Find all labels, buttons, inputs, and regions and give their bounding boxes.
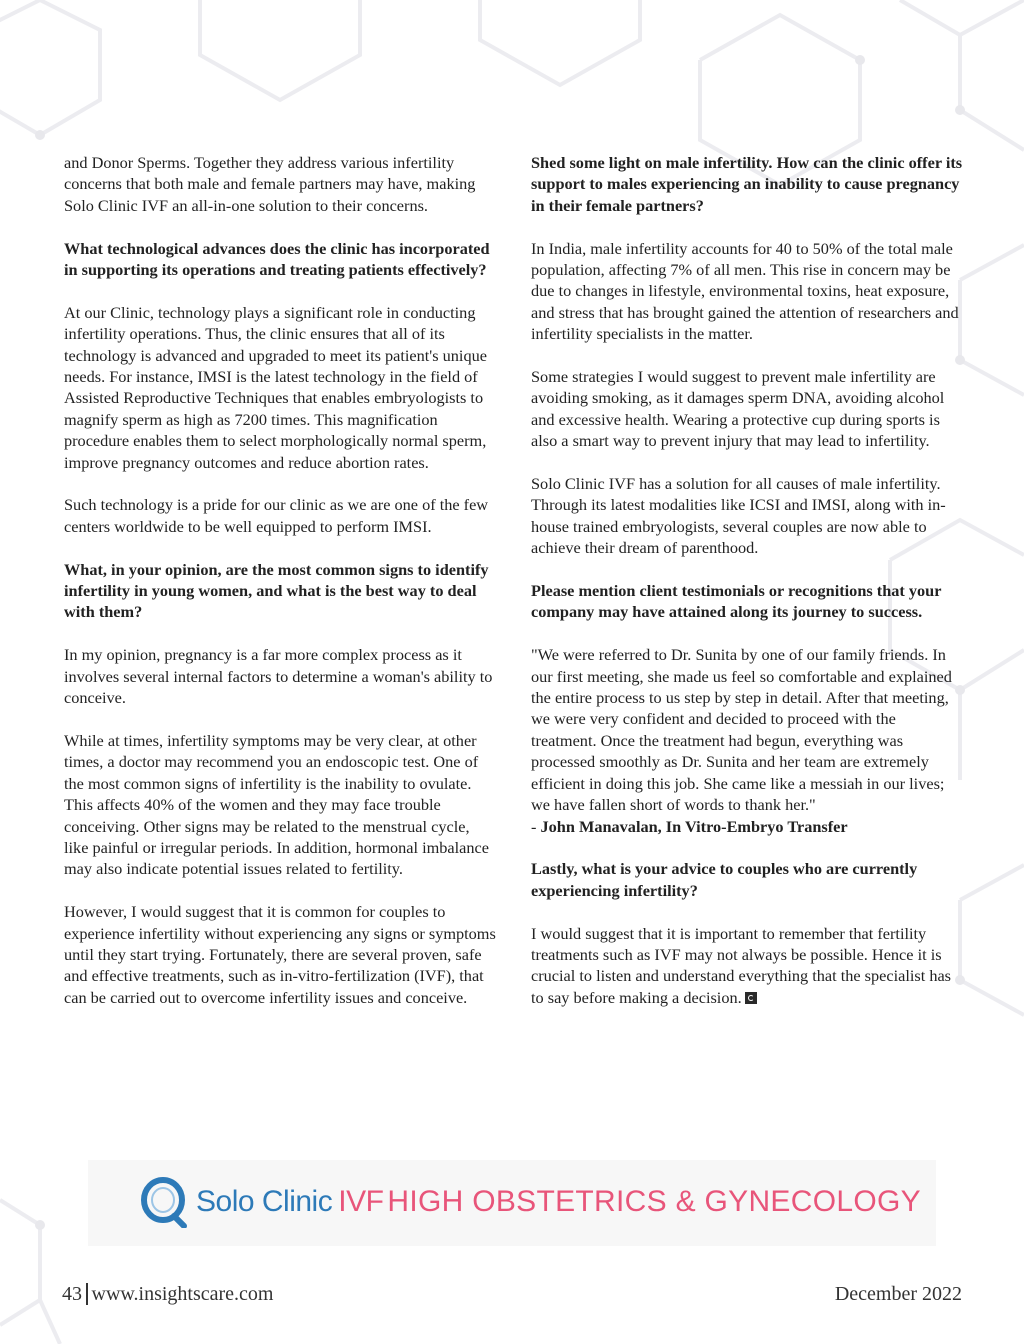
question-heading: Lastly, what is your advice to couples who are currently experiencing infertility? [531,859,918,900]
page-number: 43 [62,1282,82,1305]
paragraph: Such technology is a pride for our clinic as we are one of the few centers worldwide to be well equipped to perform IMSI. [64,495,489,536]
footer-left [62,1280,274,1308]
attribution-dash: - [531,816,541,836]
website-link[interactable]: www.insightscare.com [91,1282,274,1305]
testimonial-quote: "We were referred to Dr. Sunita by one of our family friends. In our first meeting, she made us feel so comfortable and explained the entire process to us step by step in detail. After that meeting, we were very confident and decided to proceed with the treatment. Once the treatment had begun, everything was processed smoothly as Dr. Sunita and her team are extremely efficient in doing this job. She came like a messiah in our lives; we have fallen short of words to thank her." [531,645,952,815]
solo-clinic-logo-icon [140,1176,190,1228]
question-heading: Please mention client testimonials or recognitions that your company may have attained along its journey to success. [531,581,942,622]
paragraph-final [531,923,963,1009]
page-footer [62,1280,962,1308]
question-heading: What technological advances does the clinic has incorporated in supporting its operations and treating patients effectively? [64,238,490,280]
paragraph: and Donor Sperms. Together they address various infertility concerns that both male and female partners may have, making Solo Clinic IVF an all-in-one solution to their concerns. [64,153,476,215]
paragraph: At our Clinic, technology plays a significant role in conducting infertility operations. Thus, the clinic ensures that all of its technology is advanced and upgraded to meet its patient's unique needs. For instance, IMSI is the latest technology in the field of Assisted Reproductive Techniques that enables embryologists to magnify sperm as high as 7200 times. This magnification procedure enables them to select morphologically normal sperm, improve pregnancy outcomes and reduce abortion rates. [64,302,487,472]
article-end-icon [745,992,757,1004]
paragraph: Solo Clinic IVF has a solution for all causes of male infertility. Through its latest modalities like ICSI and IMSI, along with in-house trained embryologists, several couples are now able to achieve their dream of parenthood. [531,474,946,558]
clinic-logo [140,1176,921,1228]
issue-date: December 2022 [834,1283,962,1305]
right-column [531,152,963,1030]
testimonial-block [531,644,963,837]
paragraph: Some strategies I would suggest to prevent male infertility are avoiding smoking, as it damages sperm DNA, avoiding alcohol and excessive health. Wearing a protective cup during sports is also a smart way to prevent injury that may lead to infertility. [531,367,945,451]
paragraph: In India, male infertility accounts for 40 to 50% of the total male population, affecting 7% of all men. This rise in concern may be due to changes in lifestyle, environmental toxins, heat exposure, and stress that has brought gained the attention of researchers and infertility specialists in the matter. [531,238,959,344]
paragraph: However, I would suggest that it is common for couples to experience infertility without experiencing any signs or symptoms until they start trying. Fortunately, there are several proven, safe and effective treatments, such as in-vitro-fertilization (IVF), that can be carried out to overcome infertility issues and conceive. [64,902,496,1007]
left-column [64,152,496,1030]
logo-ivf-text: IVF [338,1185,384,1218]
question-heading: Shed some light on male infertility. How can the clinic offer its support to males experiencing an inability to cause pregnancy in their female partners? [531,153,963,215]
final-paragraph-text: I would suggest that it is important to remember that fertility treatments such as IVF may not always be possible. Hence it is crucial to listen and understand everything that the specialist has to say before making a decision. [531,923,952,1007]
footer-divider [86,1283,88,1305]
logo-name-text: Solo Clinic [196,1185,333,1218]
paragraph: While at times, infertility symptoms may be very clear, at other times, a doctor may recommend you an endoscopic test. One of the most common signs of infertility is the inability to ovulate. This affects 40% of the women and they may face trouble conceiving. Other signs may be related to the menstrual cycle, like painful or irregular periods. In addition, hormonal imbalance may also indicate potential issues related to fertility. [64,730,489,879]
logo-tagline-text: HIGH OBSTETRICS & GYNECOLOGY [387,1185,921,1218]
question-heading: What, in your opinion, are the most common signs to identify infertility in young women, and what is the best way to deal with them? [64,559,489,622]
paragraph: In my opinion, pregnancy is a far more complex process as it involves several internal factors to determine a woman's ability to conceive. [64,645,493,708]
testimonial-attribution: John Manavalan, In Vitro-Embryo Transfer [540,816,848,836]
